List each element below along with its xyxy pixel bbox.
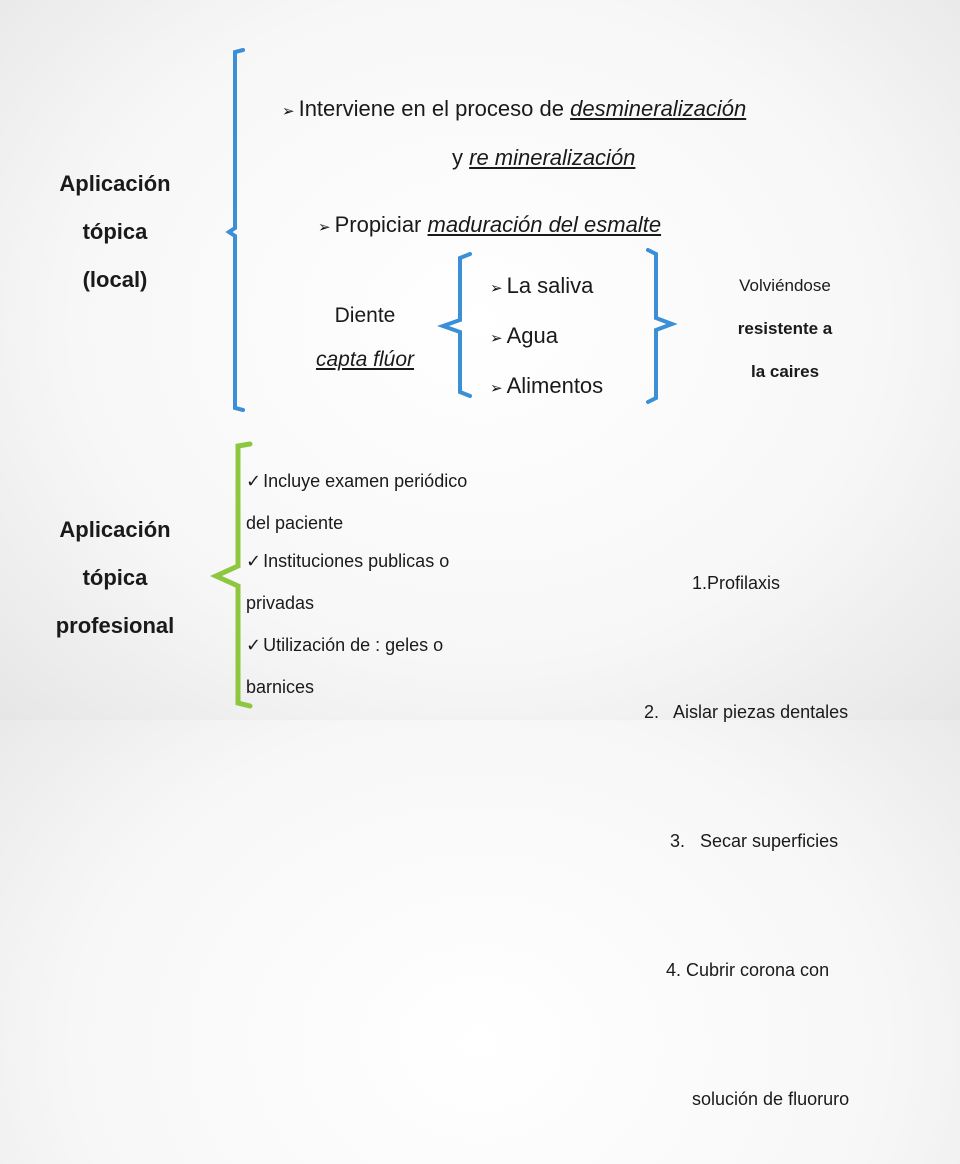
arrow-bullet-icon: ➢ — [490, 380, 503, 397]
check-icon: ✓ — [246, 551, 262, 571]
diente-label: Diente — [334, 304, 396, 327]
local-title-line1: Aplicación — [59, 171, 171, 196]
step-item: 3. Secar superficies — [670, 831, 839, 851]
sources-right-bracket — [648, 250, 672, 402]
steps-list — [630, 476, 930, 1164]
diente-block — [300, 294, 430, 382]
arrow-bullet-icon: ➢ — [282, 103, 295, 120]
bullet-remineralizacion-line2 — [452, 145, 635, 171]
result-line1: Volviéndose — [739, 276, 831, 295]
bullet2-text: Propiciar — [334, 212, 428, 237]
profesional-bracket — [216, 444, 250, 706]
checks-list — [246, 460, 546, 708]
check-icon: ✓ — [246, 471, 262, 491]
arrow-bullet-icon: ➢ — [318, 219, 331, 236]
check-item-line2: del paciente — [246, 513, 344, 533]
check-item — [246, 460, 546, 544]
profesional-title-line1: Aplicación — [59, 517, 171, 542]
step-item: solución de fluoruro — [692, 1089, 850, 1109]
check-item-line1: Utilización de : geles o — [263, 635, 444, 655]
bullet2-underlined: maduración del esmalte — [427, 212, 662, 237]
check-item — [246, 540, 546, 624]
result-block — [700, 264, 870, 393]
source-item-label: La saliva — [506, 273, 594, 298]
profesional-title-line2: tópica — [82, 565, 148, 590]
bullet1-underlined-2: re mineralización — [469, 145, 636, 170]
step-item: 4. Cubrir corona con — [666, 960, 830, 980]
local-title-line3: (local) — [82, 267, 148, 292]
bullet-remineralizacion — [282, 96, 746, 122]
check-item-line2: privadas — [246, 593, 315, 613]
check-item-line1: Instituciones publicas o — [263, 551, 450, 571]
sources-left-bracket — [443, 254, 470, 396]
sources-list — [490, 262, 603, 412]
source-item — [490, 312, 603, 362]
source-item — [490, 362, 603, 412]
capta-fluor-label: capta flúor — [315, 348, 415, 371]
check-icon: ✓ — [246, 635, 262, 655]
source-item-label: Alimentos — [506, 373, 604, 398]
step-item: 2. Aislar piezas dentales — [644, 702, 849, 722]
profesional-title — [40, 506, 190, 650]
check-item-line1: Incluye examen periódico — [263, 471, 468, 491]
source-item-label: Agua — [506, 323, 558, 348]
bullet1-text: Interviene en el proceso de — [298, 96, 571, 121]
bullet1-underlined-1: desmineralización — [570, 96, 747, 121]
check-item-line2: barnices — [246, 677, 315, 697]
result-line2: resistente a — [737, 319, 833, 338]
result-line3: la caires — [750, 362, 820, 381]
arrow-bullet-icon: ➢ — [490, 280, 503, 297]
arrow-bullet-icon: ➢ — [490, 330, 503, 347]
step-item: 1.Profilaxis — [692, 573, 781, 593]
check-item — [246, 624, 546, 708]
local-bracket — [229, 50, 243, 410]
bullet-maduracion — [318, 212, 661, 238]
local-title — [40, 160, 190, 304]
source-item — [490, 262, 603, 312]
bullet1-y: y — [452, 145, 470, 170]
local-title-line2: tópica — [82, 219, 148, 244]
profesional-title-line3: profesional — [55, 613, 175, 638]
